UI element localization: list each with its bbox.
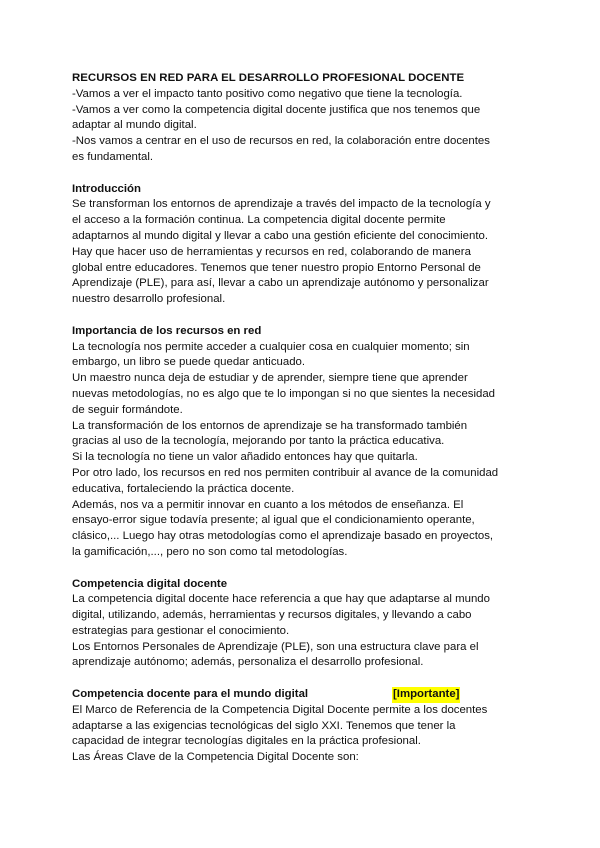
spacer bbox=[72, 561, 528, 577]
text-line: Los Entornos Personales de Aprendizaje (PLE), son una estructura clave para el bbox=[72, 640, 479, 653]
section-heading-row bbox=[72, 687, 528, 703]
spacer bbox=[72, 166, 528, 182]
text-line: Las Áreas Clave de la Competencia Digital Docente son: bbox=[72, 751, 359, 764]
text-line: Se transforman los entornos de aprendizaje a través del impacto de la tecnología y bbox=[72, 198, 491, 211]
text-line: -Vamos a ver como la competencia digital docente justifica que nos tenemos que bbox=[72, 103, 481, 116]
text-line: nuestro desarrollo profesional. bbox=[72, 293, 226, 306]
text-line: nuevas metodologías, no es algo que te lo impongan si no que sientes la necesidad bbox=[72, 387, 496, 400]
section-importancia-recursos bbox=[72, 324, 528, 561]
spacer bbox=[72, 671, 528, 687]
text-line: clásico,... Luego hay otras metodologías como el aprendizaje basado en proyectos, bbox=[72, 530, 494, 543]
text-line: Un maestro nunca deja de estudiar y de aprender, siempre tiene que aprender bbox=[72, 372, 468, 385]
intro-points bbox=[72, 87, 528, 166]
text-line: capacidad de integrar tecnologías digitales en la práctica profesional. bbox=[72, 735, 421, 748]
text-line: estrategias para gestionar el conocimiento. bbox=[72, 624, 290, 637]
section-heading: Importancia de los recursos en red bbox=[72, 324, 262, 337]
text-line: la gamificación,..., pero no son como tal metodologías. bbox=[72, 545, 348, 558]
section-competencia-digital bbox=[72, 577, 528, 672]
text-line: gracias al uso de la tecnología, mejorando por tanto la práctica educativa. bbox=[72, 435, 445, 448]
text-line: -Vamos a ver el impacto tanto positivo como negativo que tiene la tecnología. bbox=[72, 87, 463, 100]
text-line: adaptarse a las exigencias tecnológicas del siglo XXI. Tenemos que tener la bbox=[72, 719, 456, 732]
text-line: Hay que hacer uso de herramientas y recursos en red, colaborando de manera bbox=[72, 245, 471, 258]
spacer bbox=[72, 308, 528, 324]
text-line: Además, nos va a permitir innovar en cuanto a los métodos de enseñanza. El bbox=[72, 498, 464, 511]
text-line: embargo, un libro se puede quedar anticuado. bbox=[72, 356, 306, 369]
text-line: adaptar al mundo digital. bbox=[72, 119, 197, 132]
text-line: educativa, fortaleciendo la práctica docente. bbox=[72, 482, 295, 495]
section-introduccion bbox=[72, 182, 528, 308]
section-heading: Competencia digital docente bbox=[72, 577, 228, 590]
text-line: ensayo-error sigue todavía presente; al igual que el condicionamiento operante, bbox=[72, 514, 475, 527]
text-line: es fundamental. bbox=[72, 150, 154, 163]
section-heading: Competencia docente para el mundo digital bbox=[72, 688, 309, 701]
text-line: -Nos vamos a centrar en el uso de recursos en red, la colaboración entre docentes bbox=[72, 135, 490, 148]
document-body bbox=[72, 71, 528, 766]
section-heading: Introducción bbox=[72, 182, 141, 195]
text-line: La competencia digital docente hace referencia a que hay que adaptarse al mundo bbox=[72, 593, 490, 606]
text-line: Por otro lado, los recursos en red nos permiten contribuir al avance de la comunidad bbox=[72, 466, 499, 479]
text-line: Aprendizaje (PLE), para así, llevar a cabo un aprendizaje autónomo y personalizar bbox=[72, 277, 489, 290]
text-line: adaptarnos al mundo digital y llevar a cabo una gestión eficiente del conocimiento. bbox=[72, 229, 489, 242]
text-line: digital, utilizando, además, herramientas y recursos digitales, y llevando a cabo bbox=[72, 609, 472, 622]
text-line: el acceso a la formación continua. La competencia digital docente permite bbox=[72, 214, 446, 227]
text-line: de seguir formándote. bbox=[72, 403, 183, 416]
important-tag: [Importante] bbox=[392, 687, 460, 703]
document-title: RECURSOS EN RED PARA EL DESARROLLO PROFESIONAL DOCENTE bbox=[72, 72, 465, 84]
text-line: global entre educadores. Tenemos que tener nuestro propio Entorno Personal de bbox=[72, 261, 481, 274]
text-line: Si la tecnología no tiene un valor añadido entonces hay que quitarla. bbox=[72, 451, 418, 464]
text-line: La transformación de los entornos de aprendizaje se ha transformado también bbox=[72, 419, 468, 432]
text-line: aprendizaje autónomo; además, personaliza el desarrollo profesional. bbox=[72, 656, 424, 669]
text-line: La tecnología nos permite acceder a cualquier cosa en cualquier momento; sin bbox=[72, 340, 470, 353]
section-competencia-mundo-digital bbox=[72, 687, 528, 766]
text-line: El Marco de Referencia de la Competencia Digital Docente permite a los docentes bbox=[72, 703, 488, 716]
